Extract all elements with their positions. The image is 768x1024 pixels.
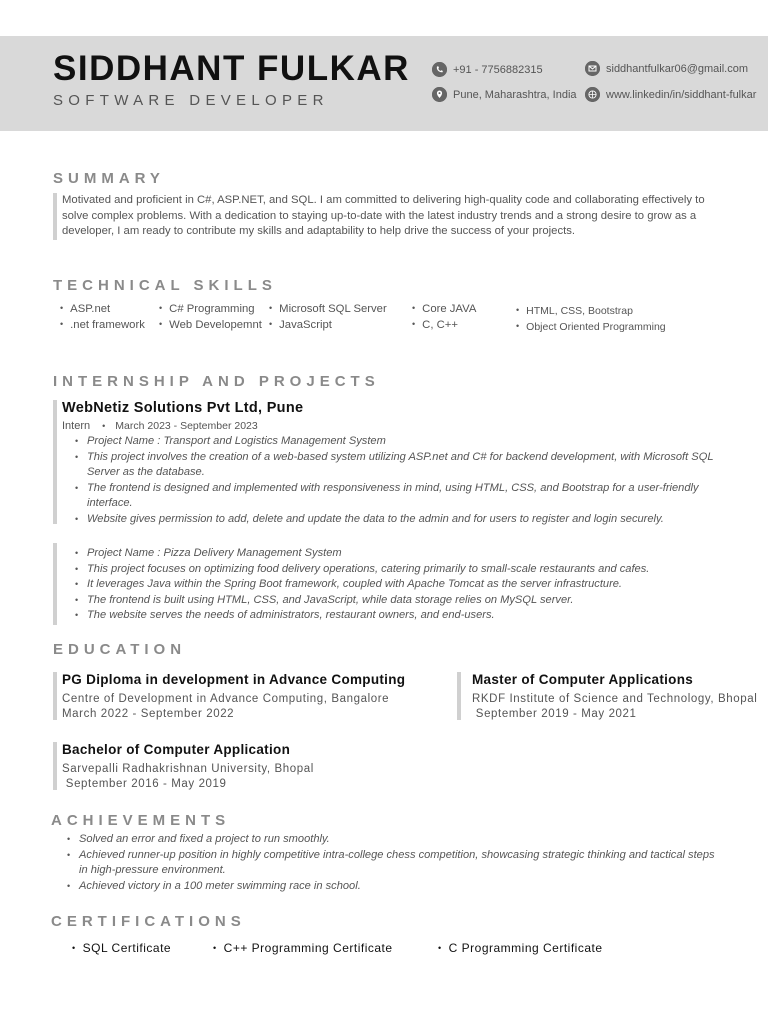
list-item: • The website serves the needs of administrators, restaurant owners, and end-users.: [87, 608, 732, 624]
pg-degree: PG Diploma in development in Advance Computing: [62, 672, 406, 687]
summary-text: Motivated and proficient in C#, ASP.NET, and SQL. I am committed to delivering high-quality code and collaborating effectively to solve complex problems. With a dedication to staying up-to-date with the latest industry trends and a strong desire to grow as a developer, I am ready to contribute my skills and adaptability to help drive the success of your projects.: [62, 194, 705, 237]
skills-column-1: [60, 303, 145, 334]
location-text: Pune, Maharashtra, India: [453, 88, 577, 101]
skill-item: • Core JAVA: [412, 303, 476, 319]
company-name: WebNetiz Solutions Pvt Ltd, Pune: [62, 400, 304, 416]
summary-heading: SUMMARY: [53, 170, 165, 187]
pg-school: Centre of Development in Advance Computing, Bangalore: [62, 693, 390, 705]
web-icon: [585, 87, 600, 102]
list-item: • The frontend is built using HTML, CSS, and JavaScript, while data storage relies on MySQL server.: [87, 593, 732, 609]
education-pg: [53, 672, 405, 720]
skill-item: • ASP.net: [60, 303, 145, 319]
mca-school: RKDF Institute of Science and Technology, Bhopal: [472, 693, 758, 705]
certification-item: • C Programming Certificate: [438, 941, 603, 955]
list-item: • This project involves the creation of a web-based system utilizing ASP.net and C# for backend development, with Microsoft SQL Server as the database.: [87, 450, 732, 481]
project-2-block: [53, 543, 732, 625]
phone-contact: [432, 62, 543, 77]
skills-column-2: [159, 303, 262, 334]
list-item: • Project Name : Pizza Delivery Management System: [87, 546, 732, 562]
achievements-list: [52, 832, 724, 894]
mca-degree: Master of Computer Applications: [472, 672, 694, 687]
bca-degree: Bachelor of Computer Application: [62, 742, 291, 757]
internship-block: [53, 400, 732, 524]
candidate-role: SOFTWARE DEVELOPER: [53, 92, 329, 109]
linkedin-link[interactable]: www.linkedin/in/siddhant-fulkar: [606, 88, 757, 101]
email-contact: [585, 61, 748, 76]
list-item: • Website gives permission to add, delete and update the data to the admin and for users to register and login securely.: [87, 512, 732, 528]
list-item: • Project Name : Transport and Logistics Management System: [87, 434, 732, 450]
email-icon: [585, 61, 600, 76]
project-1-list: [62, 434, 732, 527]
list-item: • Achieved victory in a 100 meter swimming race in school.: [79, 879, 724, 895]
intern-position: Intern: [62, 420, 91, 432]
phone-text[interactable]: +91 - 7756882315: [453, 63, 543, 76]
skills-heading: TECHNICAL SKILLS: [53, 277, 277, 294]
internship-heading: INTERNSHIP AND PROJECTS: [53, 373, 380, 390]
skill-item: • C# Programming: [159, 303, 262, 319]
skill-item: • HTML, CSS, Bootstrap: [516, 305, 666, 321]
candidate-name: SIDDHANT FULKAR: [53, 49, 410, 88]
list-item: • This project focuses on optimizing food delivery operations, catering primarily to small-scale restaurants and cafes.: [87, 562, 732, 578]
list-item: • Solved an error and fixed a project to run smoothly.: [79, 832, 724, 848]
certifications-heading: CERTIFICATIONS: [51, 913, 246, 930]
skill-item: • C, C++: [412, 319, 476, 335]
certification-item: • SQL Certificate: [72, 941, 171, 955]
education-bca: [53, 742, 314, 790]
list-item: • The frontend is designed and implemented with responsiveness in mind, using HTML, CSS, and Bootstrap for a user-friendly interface.: [87, 481, 732, 512]
skills-column-4: [412, 303, 476, 334]
skill-item: • JavaScript: [269, 319, 387, 335]
location-icon: [432, 87, 447, 102]
location-contact: [432, 87, 577, 102]
mca-dates: September 2019 - May 2021: [472, 708, 637, 720]
list-item: • Achieved runner-up position in highly competitive intra-college chess competition, showcasing strategic thinking and tactical steps in high-pressure environment.: [79, 848, 724, 879]
intern-dates: March 2023 - September 2023: [115, 420, 258, 432]
skill-item: • Microsoft SQL Server: [269, 303, 387, 319]
skills-column-5: [516, 305, 666, 336]
linkedin-contact: [585, 87, 756, 102]
certification-item: • C++ Programming Certificate: [213, 941, 393, 955]
intern-role-line: Intern • March 2023 - September 2023: [62, 420, 258, 432]
summary-block: [53, 193, 732, 240]
project-2-list: [62, 546, 732, 624]
phone-icon: [432, 62, 447, 77]
education-mca: [457, 672, 757, 720]
email-text[interactable]: siddhantfulkar06@gmail.com: [606, 62, 749, 75]
pg-dates: March 2022 - September 2022: [62, 708, 235, 720]
skill-item: • Object Oriented Programming: [516, 321, 666, 337]
achievements-heading: ACHIEVEMENTS: [51, 812, 231, 829]
bca-dates: September 2016 - May 2019: [62, 778, 227, 790]
education-heading: EDUCATION: [53, 641, 187, 658]
skill-item: • .net framework: [60, 319, 145, 335]
skill-item: • Web Developemnt: [159, 319, 262, 335]
list-item: • It leverages Java within the Spring Boot framework, coupled with Apache Tomcat as the server infrastructure.: [87, 577, 732, 593]
bca-school: Sarvepalli Radhakrishnan University, Bhopal: [62, 763, 314, 775]
skills-column-3: [269, 303, 387, 334]
